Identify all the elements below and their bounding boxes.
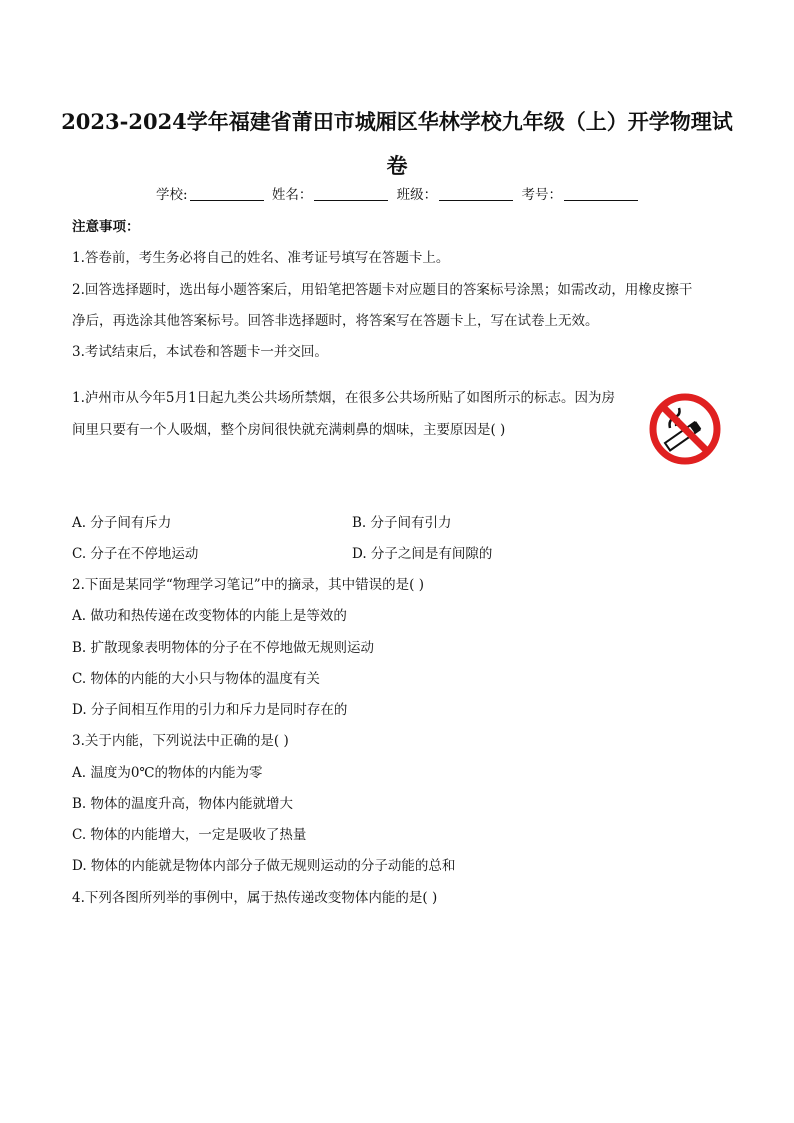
name-blank[interactable] (314, 186, 388, 201)
question-4-stem: 4.下列各图所列举的事例中，属于热传递改变物体内能的是( ) (72, 890, 438, 906)
notice-heading: 注意事项： (72, 219, 140, 235)
student-info-line (0, 184, 794, 206)
page-title: 2023-2024学年福建省莆田市城厢区华林学校九年级（上）开学物理试卷 (61, 109, 733, 178)
question-1-option-d: D. 分子之间是有间隙的 (352, 546, 493, 562)
class-label: 班级： (396, 187, 438, 203)
question-3-option-b: B. 物体的温度升高，物体内能就增大 (72, 796, 294, 812)
class-blank[interactable] (439, 186, 513, 201)
question-3-option-c: C. 物体的内能增大，一定是吸收了热量 (72, 827, 307, 843)
question-3-option-d: D. 物体的内能就是物体内部分子做无规则运动的分子动能的总和 (72, 858, 456, 874)
notice-item: 2.回答选择题时，选出每小题答案后，用铅笔把答题卡对应题目的答案标号涂黑；如需改动，用橡皮擦干 (72, 282, 693, 298)
notice-item: 1.答卷前，考生务必将自己的姓名、准考证号填写在答题卡上。 (72, 250, 450, 266)
question-2-option-b: B. 扩散现象表明物体的分子在不停地做无规则运动 (72, 640, 375, 656)
no-smoking-icon (648, 392, 722, 466)
question-2-option-d: D. 分子间相互作用的引力和斥力是同时存在的 (72, 702, 348, 718)
question-2-option-c: C. 物体的内能的大小只与物体的温度有关 (72, 671, 320, 687)
question-1-stem: 1.泸州市从今年5月1日起九类公共场所禁烟，在很多公共场所贴了如图所示的标志。因为房 (72, 390, 616, 406)
number-blank[interactable] (564, 186, 638, 201)
school-blank[interactable] (190, 186, 264, 201)
question-1-option-c: C. 分子在不停地运动 (72, 546, 199, 562)
question-1-option-b: B. 分子间有引力 (352, 515, 452, 531)
question-2-option-a: A. 做功和热传递在改变物体的内能上是等效的 (72, 608, 347, 624)
question-1-stem-continued: 间里只要有一个人吸烟，整个房间很快就充满刺鼻的烟味，主要原因是( ) (72, 422, 506, 438)
school-label: 学校: (156, 187, 188, 203)
question-3-stem: 3.关于内能，下列说法中正确的是( ) (72, 733, 289, 749)
notice-item-continued: 净后，再选涂其他答案标号。回答非选择题时，将答案写在答题卡上，写在试卷上无效。 (72, 313, 599, 329)
question-3-option-a: A. 温度为0℃的物体的内能为零 (72, 765, 263, 781)
name-label: 姓名： (271, 187, 313, 203)
notice-item: 3.考试结束后，本试卷和答题卡一并交回。 (72, 344, 328, 360)
question-1-option-a: A. 分子间有斥力 (72, 515, 172, 531)
question-2-stem: 2.下面是某同学“物理学习笔记”中的摘录，其中错误的是( ) (72, 577, 425, 593)
number-label: 考号： (521, 187, 562, 203)
